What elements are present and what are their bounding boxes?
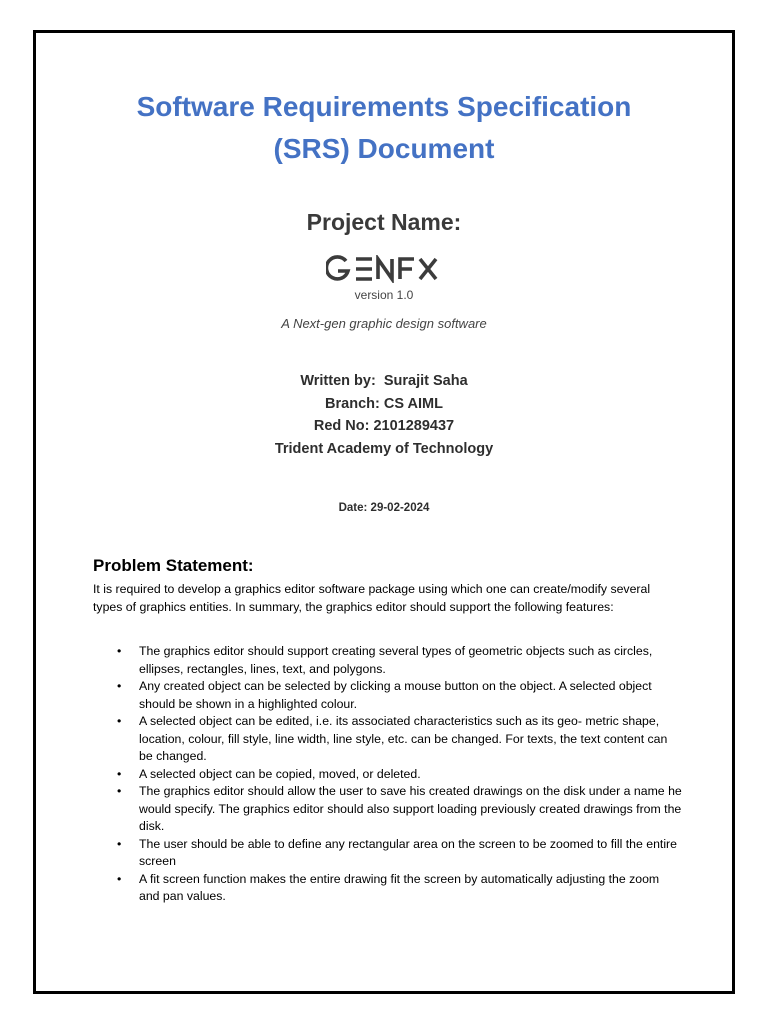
bullet-icon: • xyxy=(117,714,122,728)
list-item xyxy=(93,643,683,678)
institution: Trident Academy of Technology xyxy=(274,440,494,457)
feature-text: A selected object can be edited, i.e. its associated characteristics such as its geo- metric shape, location, colour, fill style, line width, line style, etc. can be changed. For texts, the text content can be changed. xyxy=(139,714,668,763)
bullet-icon: • xyxy=(117,679,122,693)
title-line-2: (SRS) Document xyxy=(273,133,495,164)
genfx-logo xyxy=(326,255,440,283)
problem-statement-intro: It is required to develop a graphics editor software package using which one can create/modify several types of graphics entities. In summary, the graphics editor should support the following features: xyxy=(93,582,651,614)
document-date: Date: 29-02-2024 xyxy=(338,502,430,514)
reg-no: Red No: 2101289437 xyxy=(313,418,455,434)
list-item xyxy=(93,713,683,766)
list-item xyxy=(93,678,683,713)
title-line-1: Software Requirements Specification xyxy=(136,91,632,122)
bullet-icon: • xyxy=(117,784,122,798)
problem-statement-heading: Problem Statement: xyxy=(93,556,254,575)
written-by: Written by: Surajit Saha xyxy=(300,373,468,389)
bullet-icon: • xyxy=(117,871,122,886)
bullet-icon: • xyxy=(117,766,122,781)
list-item xyxy=(93,836,683,871)
feature-text: Any created object can be selected by clicking a mouse button on the object. A selected object should be shown in a highlighted colour. xyxy=(139,679,652,711)
tagline: A Next-gen graphic design software xyxy=(281,316,487,331)
bullet-icon: • xyxy=(117,836,122,851)
feature-list xyxy=(93,643,683,906)
bullet-icon: • xyxy=(117,644,122,658)
branch: Branch: CS AIML xyxy=(325,395,443,412)
document-title xyxy=(0,86,768,170)
feature-text: A fit screen function makes the entire drawing fit the screen by automatically adjusting the zoom and pan values. xyxy=(139,871,660,903)
feature-text: The graphics editor should support creating several types of geometric objects such as circles, ellipses, rectangles, lines, text, and polygons. xyxy=(139,644,653,676)
project-name-label: Project Name: xyxy=(306,209,462,235)
list-item xyxy=(93,783,683,836)
list-item xyxy=(93,766,683,784)
feature-text: The graphics editor should allow the user to save his created drawings on the disk under a name he would specify. The graphics editor should also support loading previously created drawings from the disk. xyxy=(139,784,682,833)
author-block xyxy=(0,370,768,460)
version-label: version 1.0 xyxy=(354,288,414,302)
feature-text: A selected object can be copied, moved, or deleted. xyxy=(139,766,421,781)
list-item xyxy=(93,871,683,906)
feature-text: The user should be able to define any rectangular area on the screen to be zoomed to fill the entire screen xyxy=(139,836,677,868)
